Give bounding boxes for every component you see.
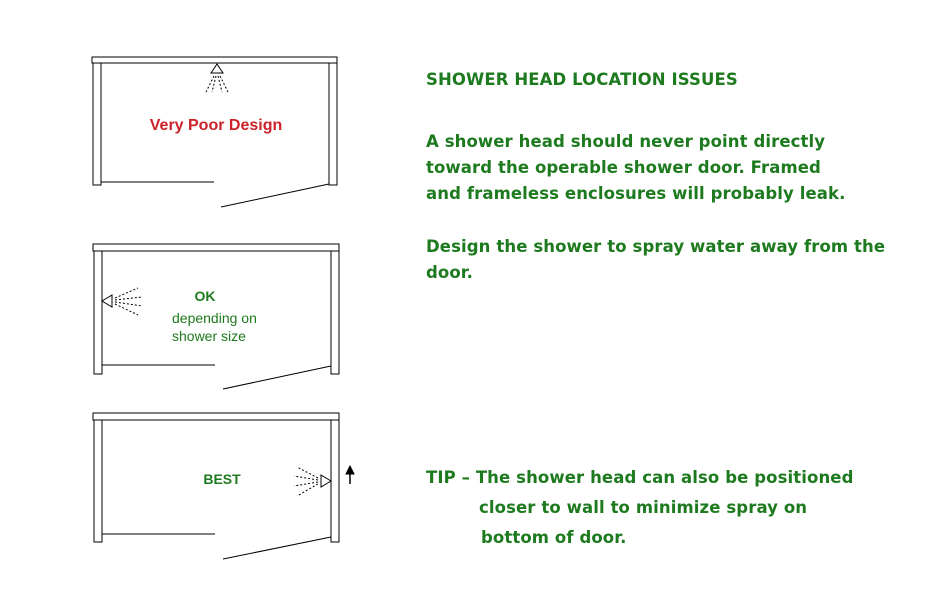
shower-head-left-icon: [294, 467, 331, 496]
left-wall: [94, 420, 102, 542]
top-wall: [93, 413, 339, 420]
heading: SHOWER HEAD LOCATION ISSUES: [426, 70, 738, 89]
ok-sub-label-2: shower size: [172, 328, 246, 344]
tip-line2: closer to wall to minimize spray on: [479, 498, 808, 517]
top-wall: [93, 244, 339, 251]
shower-head-right-icon: [102, 288, 142, 315]
door-swing: [221, 184, 329, 207]
tip-line3: bottom of door.: [481, 528, 627, 547]
right-wall: [331, 420, 339, 542]
top-wall: [92, 57, 337, 63]
right-wall: [331, 251, 339, 374]
left-wall: [93, 63, 101, 185]
para2-line2: door.: [426, 263, 474, 282]
very-poor-label: Very Poor Design: [149, 117, 283, 134]
ok-label: OK: [194, 288, 216, 304]
para2-line1: Design the shower to spray water away from the: [426, 237, 886, 256]
left-wall: [94, 251, 102, 374]
shower-head-down-icon: [206, 64, 228, 92]
para1-line1: A shower head should never point directly: [426, 132, 826, 151]
best-label: BEST: [203, 471, 241, 487]
para1-line2: toward the operable shower door. Framed: [426, 158, 821, 177]
para1-line3: and frameless enclosures will probably leak.: [426, 184, 846, 203]
door-swing: [223, 537, 331, 559]
door-swing: [223, 366, 331, 389]
right-wall: [329, 63, 337, 185]
arrow-up-icon: [346, 466, 354, 484]
tip-line1: TIP – The shower head can also be positioned: [426, 468, 854, 487]
ok-sub-label-1: depending on: [172, 310, 257, 326]
